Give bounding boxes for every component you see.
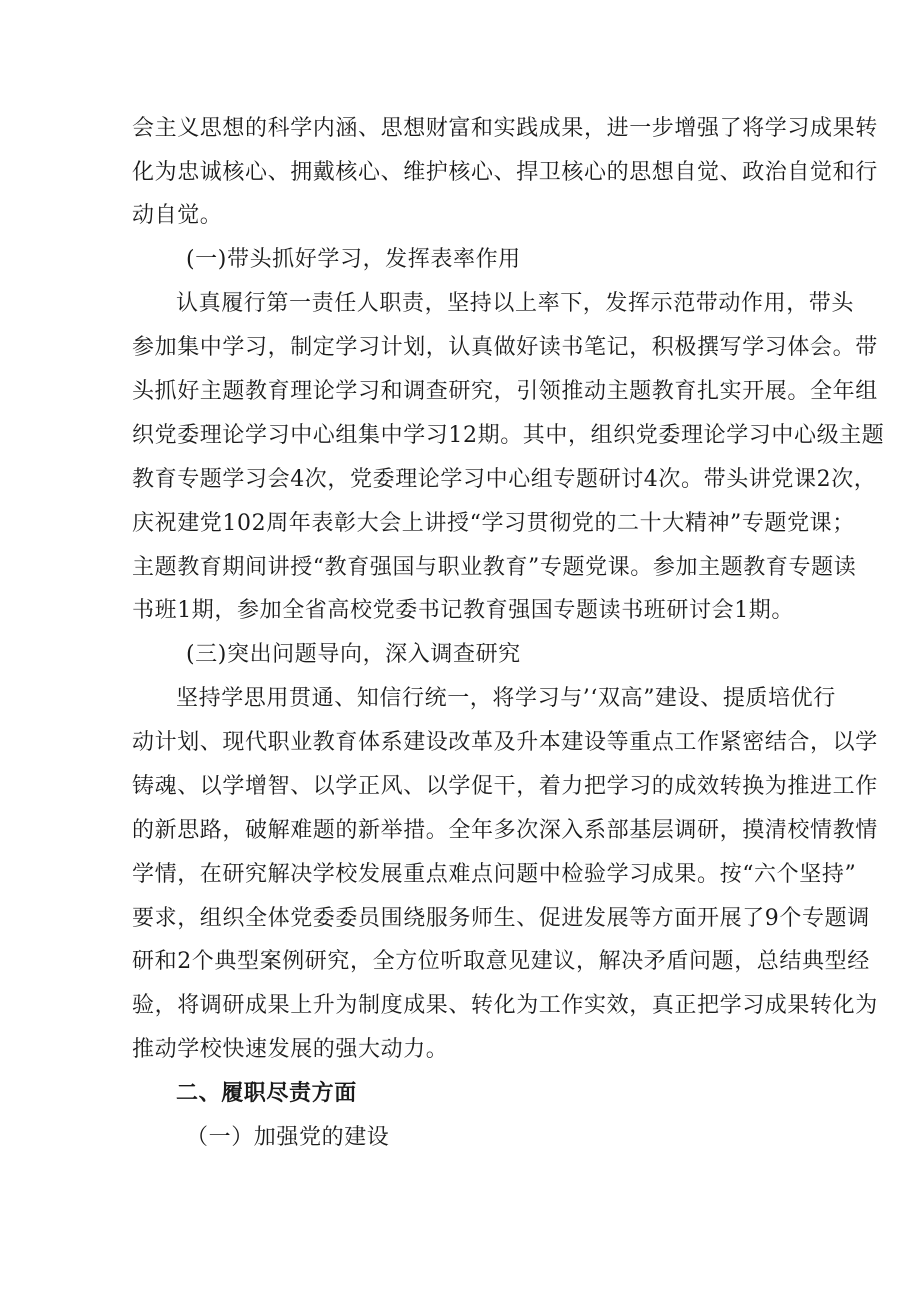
paragraph-line: 参加集中学习，制定学习计划，认真做好读书笔记，积极撰写学习体会。带 bbox=[132, 335, 878, 360]
paragraph-line: 主题教育期间讲授“教育强国与职业教育”专题党课。参加主题教育专题读 bbox=[132, 555, 857, 580]
paragraph-line: 动自觉。 bbox=[132, 203, 223, 228]
paragraph-line: 头抓好主题教育理论学习和调查研究，引领推动主题教育扎实开展。全年组 bbox=[132, 379, 878, 404]
paragraph-line: 书班1期，参加全省高校党委书记教育强国专题读书班研讨会1期。 bbox=[132, 598, 794, 623]
paragraph-line: 研和2个典型案例研究，全方位听取意见建议，解决矛盾问题，总结典型经 bbox=[132, 949, 870, 974]
paragraph-line: 教育专题学习会4次，党委理论学习中心组专题研讨4次。带头讲党课2次， bbox=[132, 467, 877, 492]
subsection-heading: (一)带头抓好学习，发挥表率作用 bbox=[186, 247, 521, 272]
paragraph-line: 的新思路，破解难题的新举措。全年多次深入系部基层调研，摸清校情教情 bbox=[132, 818, 878, 843]
paragraph-line: 推动学校快速发展的强大动力。 bbox=[132, 1037, 449, 1062]
paragraph-line: 坚持学思用贯通、知信行统一，将学习与’‘双高”建设、提质培优行 bbox=[176, 686, 836, 711]
subsection-heading: (三)突出问题导向，深入调查研究 bbox=[186, 642, 521, 667]
paragraph-line: 会主义思想的科学内涵、思想财富和实践成果，进一步增强了将学习成果转 bbox=[132, 116, 878, 141]
paragraph-line: 要求，组织全体党委委员围绕服务师生、促进发展等方面开展了9个专题调 bbox=[132, 906, 870, 931]
paragraph-line: 庆祝建党102周年表彰大会上讲授“学习贯彻党的二十大精神”专题党课； bbox=[132, 511, 855, 536]
paragraph-line: 认真履行第一责任人职责，坚持以上率下，发挥示范带动作用，带头 bbox=[176, 291, 855, 316]
subsection-heading: （一）加强党的建设 bbox=[186, 1125, 390, 1150]
paragraph-line: 学情，在研究解决学校发展重点难点问题中检验学习成果。按“六个坚持” bbox=[132, 862, 857, 887]
paragraph-line: 化为忠诚核心、拥戴核心、维护核心、捍卫核心的思想自觉、政治自觉和行 bbox=[132, 160, 878, 185]
paragraph-line: 验，将调研成果上升为制度成果、转化为工作实效，真正把学习成果转化为 bbox=[132, 993, 878, 1018]
section-heading: 二、履职尽责方面 bbox=[176, 1081, 357, 1106]
paragraph-line: 铸魂、以学增智、以学正风、以学促干，着力把学习的成效转换为推进工作 bbox=[132, 774, 878, 799]
paragraph-line: 动计划、现代职业教育体系建设改革及升本建设等重点工作紧密结合，以学 bbox=[132, 730, 878, 755]
paragraph-line: 织党委理论学习中心组集中学习12期。其中，组织党委理论学习中心级主题 bbox=[132, 423, 885, 448]
